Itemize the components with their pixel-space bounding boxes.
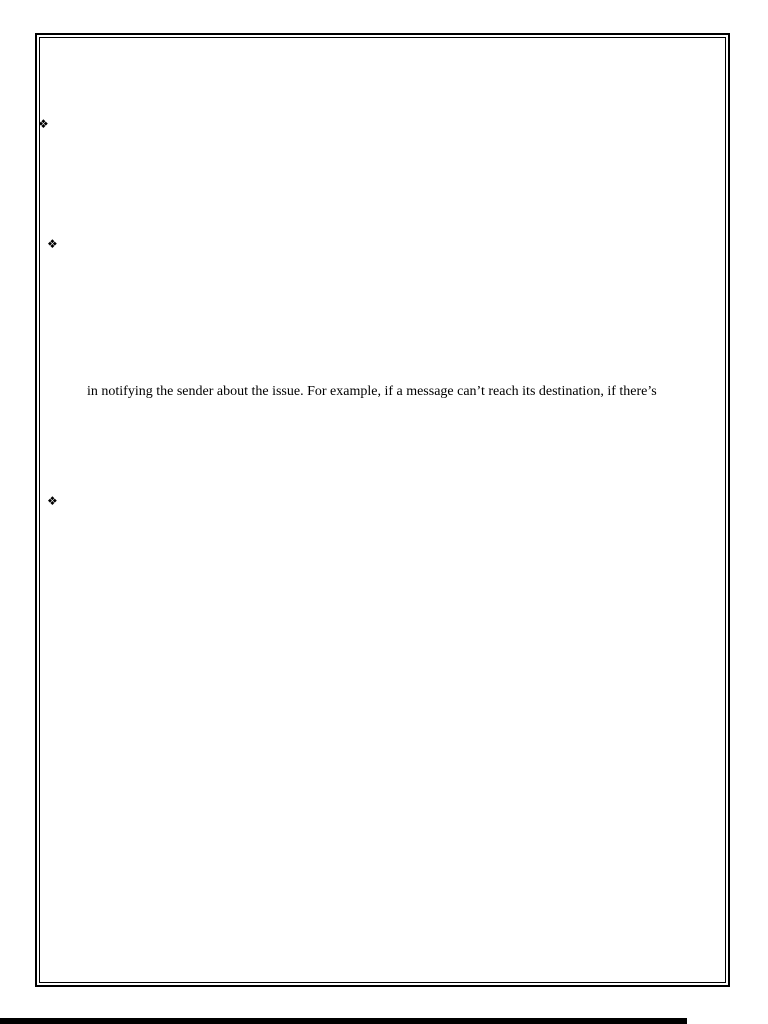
diamond-bullet-icon: ❖ [47,494,58,508]
diamond-bullet-icon: ❖ [38,117,49,131]
page-border-inner [39,37,726,983]
body-text-line: in notifying the sender about the issue. For example, if a message can’t reach its destination, if there’s [87,384,657,399]
diamond-bullet-icon: ❖ [47,237,58,251]
footer-rule [0,1018,687,1024]
